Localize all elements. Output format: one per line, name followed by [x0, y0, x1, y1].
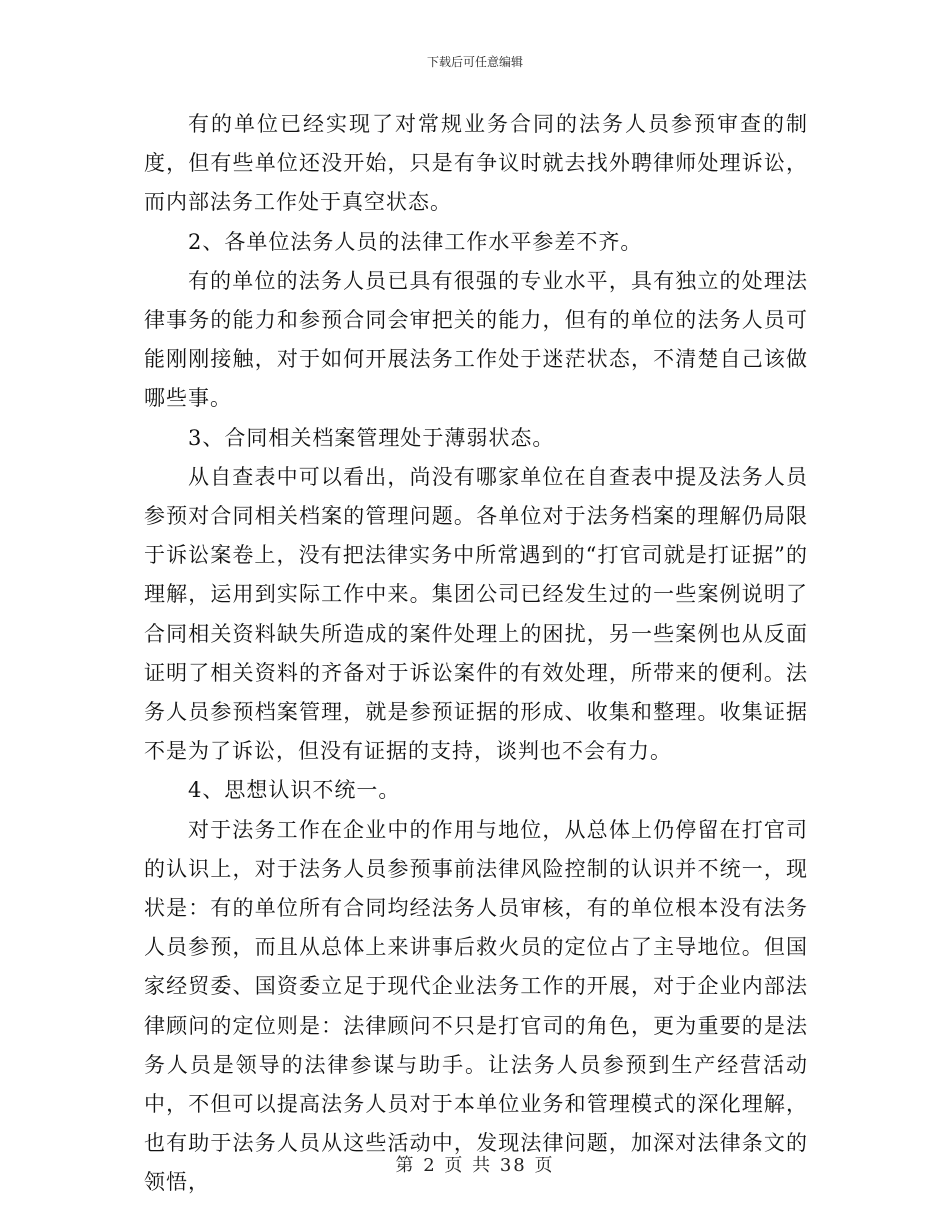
document-body: [144, 105, 808, 1203]
paragraph-7: 对于法务工作在企业中的作用与地位，从总体上仍停留在打官司的认识上，对于法务人员参预事前法律风险控制的认识并不统一，现状是：有的单位所有合同均经法务人员审核，有的单位根本没有法务人员参预，而且从总体上来讲事后救火员的定位占了主导地位。但国家经贸委、国资委立足于现代企业法务工作的开展，对于企业内部法律顾问的定位则是：法律顾问不只是打官司的角色，更为重要的是法务人员是领导的法律参谋与助手。让法务人员参预到生产经营活动中，不但可以提高法务人员对于本单位业务和管理模式的深化理解，也有助于法务人员从这些活动中，发现法律问题，加深对法律条文的领悟，: [144, 817, 808, 1195]
paragraph-1: 有的单位已经实现了对常规业务合同的法务人员参预审查的制度，但有些单位还没开始，只是有争议时就去找外聘律师处理诉讼，而内部法务工作处于真空状态。: [144, 112, 808, 215]
paragraph-5: 从自查表中可以看出，尚没有哪家单位在自查表中提及法务人员参预对合同相关档案的管理问题。各单位对于法务档案的理解仍局限于诉讼案卷上，没有把法律实务中所常遇到的“打官司就是打证据”的理解，运用到实际工作中来。集团公司已经发生过的一些案例说明了合同相关资料缺失所造成的案件处理上的困扰，另一些案例也从反面证明了相关资料的齐备对于诉讼案件的有效处理，所带来的便利。法务人员参预档案管理，就是参预证据的形成、收集和整理。收集证据不是为了诉讼，但没有证据的支持，谈判也不会有力。: [144, 464, 808, 764]
paragraph-3: 有的单位的法务人员已具有很强的专业水平，具有独立的处理法律事务的能力和参预合同会审把关的能力，但有的单位的法务人员可能刚刚接触，对于如何开展法务工作处于迷茫状态，不清楚自己该做哪些事。: [144, 268, 808, 411]
page-header-note: 下载后可任意编辑: [426, 55, 523, 69]
page-number-footer: 第 2 页 共 38 页: [395, 1155, 555, 1176]
paragraph-2-heading: 2、各单位法务人员的法律工作水平参差不齐。: [188, 229, 643, 254]
paragraph-4-heading: 3、合同相关档案管理处于薄弱状态。: [188, 425, 555, 450]
paragraph-6-heading: 4、思想认识不统一。: [188, 778, 401, 803]
